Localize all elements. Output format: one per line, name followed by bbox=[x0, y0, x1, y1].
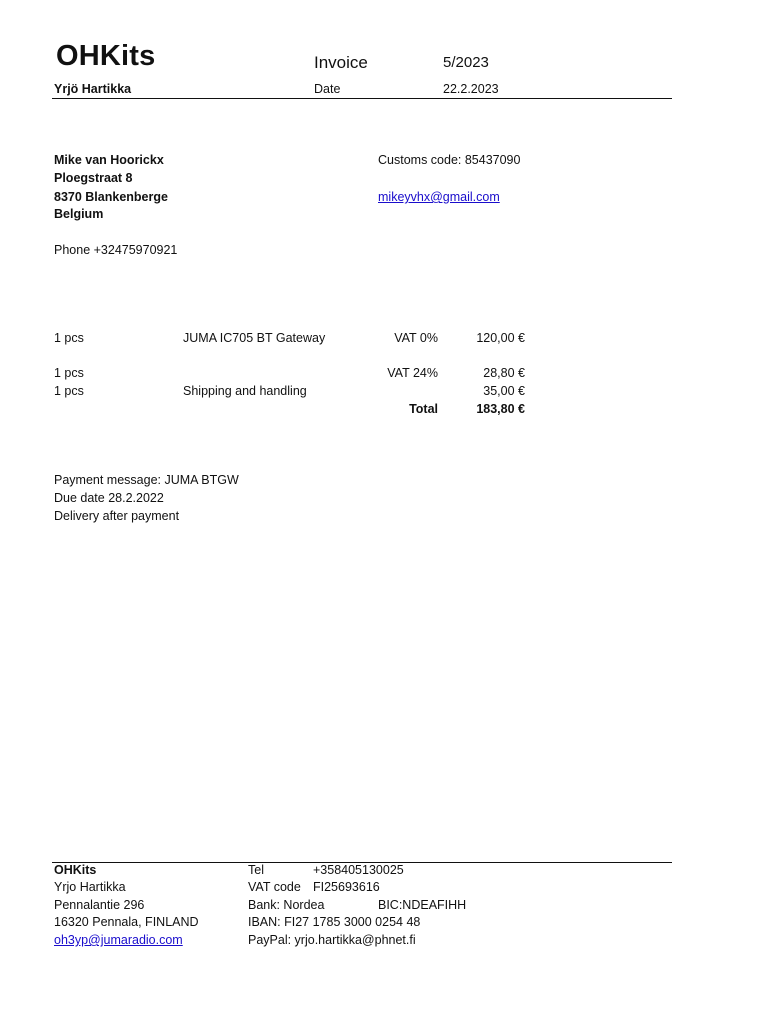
total-amount: 183,80 € bbox=[476, 402, 525, 416]
footer-vat-value: FI25693616 bbox=[313, 880, 380, 894]
footer-paypal: PayPal: yrjo.hartikka@phnet.fi bbox=[248, 933, 416, 947]
footer-street: Pennalantie 296 bbox=[54, 898, 145, 912]
header-divider bbox=[52, 98, 672, 99]
customer-street: Ploegstraat 8 bbox=[54, 171, 133, 185]
invoice-number: 5/2023 bbox=[443, 54, 489, 71]
delivery-note: Delivery after payment bbox=[54, 509, 180, 523]
total-label: Total bbox=[409, 402, 438, 416]
line-description: JUMA IC705 BT Gateway bbox=[183, 331, 326, 345]
footer-bank: Bank: Nordea bbox=[248, 898, 325, 912]
due-date: Due date 28.2.2022 bbox=[54, 491, 164, 505]
footer-tel-value: +358405130025 bbox=[313, 863, 404, 877]
line-amount: 35,00 € bbox=[483, 384, 525, 398]
footer-person: Yrjo Hartikka bbox=[54, 880, 126, 894]
footer-company: OHKits bbox=[54, 863, 97, 877]
invoice-label: Invoice bbox=[314, 53, 368, 72]
footer-email-link[interactable]: oh3yp@jumaradio.com bbox=[54, 933, 183, 947]
customs-code: Customs code: 85437090 bbox=[378, 153, 521, 167]
footer-tel-label: Tel bbox=[248, 863, 264, 877]
line-amount: 28,80 € bbox=[483, 366, 525, 380]
line-vat: VAT 0% bbox=[394, 331, 438, 345]
customer-country: Belgium bbox=[54, 207, 104, 221]
line-qty: 1 pcs bbox=[54, 331, 84, 345]
line-amount: 120,00 € bbox=[476, 331, 525, 345]
owner-name: Yrjö Hartikka bbox=[54, 82, 132, 96]
line-vat: VAT 24% bbox=[387, 366, 438, 380]
line-qty: 1 pcs bbox=[54, 384, 84, 398]
brand-name: OHKits bbox=[56, 40, 156, 72]
line-description: Shipping and handling bbox=[183, 384, 307, 398]
footer-city: 16320 Pennala, FINLAND bbox=[54, 915, 199, 929]
date-value: 22.2.2023 bbox=[443, 82, 499, 96]
payment-message: Payment message: JUMA BTGW bbox=[54, 473, 239, 487]
line-qty: 1 pcs bbox=[54, 366, 84, 380]
customer-name: Mike van Hoorickx bbox=[54, 153, 164, 167]
footer-iban: IBAN: FI27 1785 3000 0254 48 bbox=[248, 915, 421, 929]
footer-bic: BIC:NDEAFIHH bbox=[378, 898, 467, 912]
footer-vat-label: VAT code bbox=[248, 880, 301, 894]
customer-email-link[interactable]: mikeyvhx@gmail.com bbox=[378, 190, 500, 204]
customer-city: 8370 Blankenberge bbox=[54, 190, 168, 204]
date-label: Date bbox=[314, 82, 341, 96]
customer-phone: Phone +32475970921 bbox=[54, 243, 178, 257]
